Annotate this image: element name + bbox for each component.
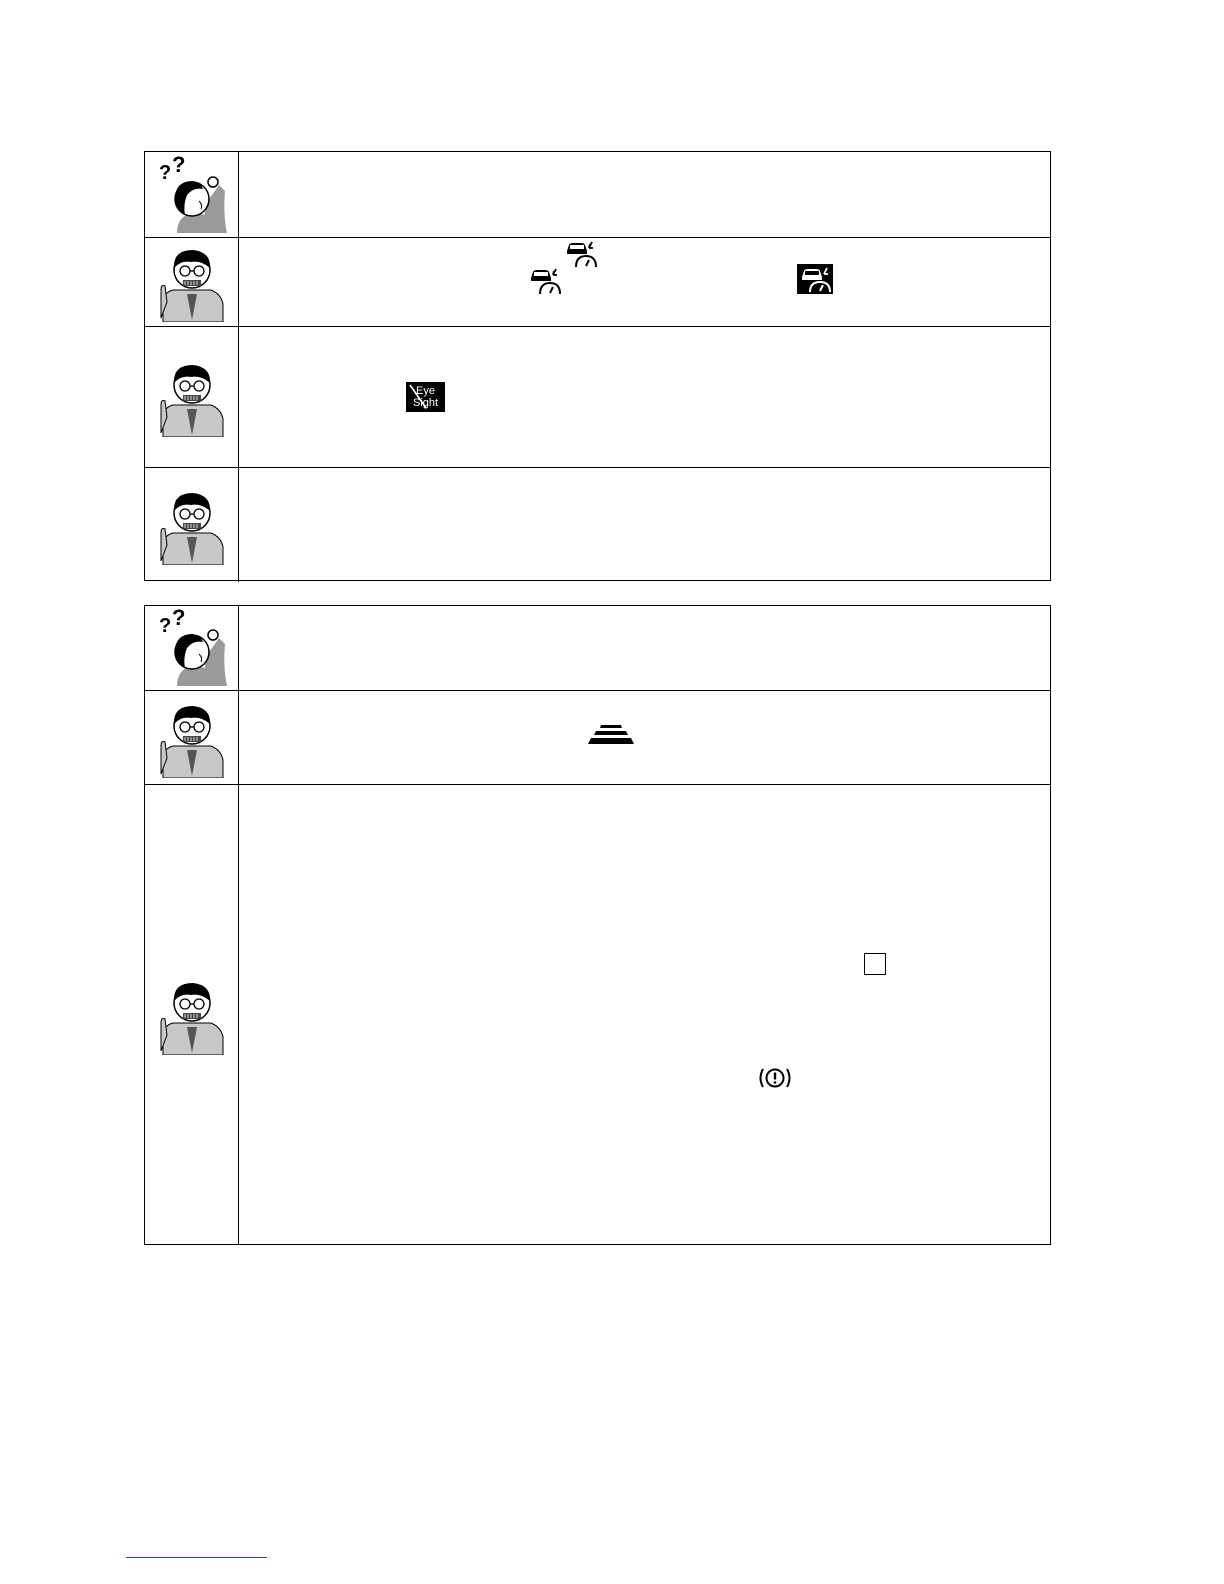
teacher-icon — [157, 975, 227, 1055]
svg-text:?: ? — [158, 615, 171, 637]
answer-text-cell — [239, 238, 1050, 326]
svg-text:?: ? — [171, 154, 185, 177]
vehicle-speedometer-icon — [528, 266, 564, 296]
question-row — [145, 606, 1050, 690]
answer-icon-cell — [145, 238, 239, 326]
answer-icon-cell — [145, 327, 239, 467]
answer-row — [145, 784, 1050, 1244]
qa-table-2 — [144, 605, 1051, 1245]
eyesight-off-icon — [406, 382, 445, 412]
question-icon-cell — [145, 152, 239, 237]
empty-box-icon — [864, 953, 886, 975]
answer-icon-cell — [145, 468, 239, 582]
question-text-cell — [239, 152, 1050, 237]
teacher-icon — [157, 242, 227, 322]
teacher-icon — [157, 357, 227, 437]
teacher-icon — [157, 698, 227, 778]
eyesight-line1: Eye — [416, 385, 435, 397]
svg-text:?: ? — [158, 161, 171, 184]
confused-person-icon — [157, 155, 227, 235]
answer-text-cell — [239, 691, 1050, 784]
link-underline — [126, 1557, 267, 1558]
question-icon-cell — [145, 606, 239, 690]
question-text-cell — [239, 606, 1050, 690]
qa-table-1 — [144, 151, 1051, 581]
answer-row — [145, 467, 1050, 582]
brake-warning-icon — [758, 1066, 792, 1090]
answer-text-cell — [239, 785, 1050, 1244]
slash-mark — [406, 382, 445, 412]
lead-vehicle-bars-icon — [587, 724, 635, 746]
answer-icon-cell — [145, 691, 239, 784]
vehicle-speedometer-icon — [564, 239, 600, 269]
answer-row — [145, 237, 1050, 326]
vehicle-speedometer-filled-icon — [797, 264, 833, 294]
answer-icon-cell — [145, 785, 239, 1244]
answer-row — [145, 326, 1050, 467]
confused-person-icon — [157, 608, 227, 688]
eyesight-line2: Sight — [412, 397, 439, 409]
teacher-icon — [157, 485, 227, 565]
question-row — [145, 152, 1050, 237]
svg-text:?: ? — [171, 608, 185, 630]
answer-row — [145, 690, 1050, 784]
answer-text-cell — [239, 468, 1050, 582]
answer-text-cell — [239, 327, 1050, 467]
